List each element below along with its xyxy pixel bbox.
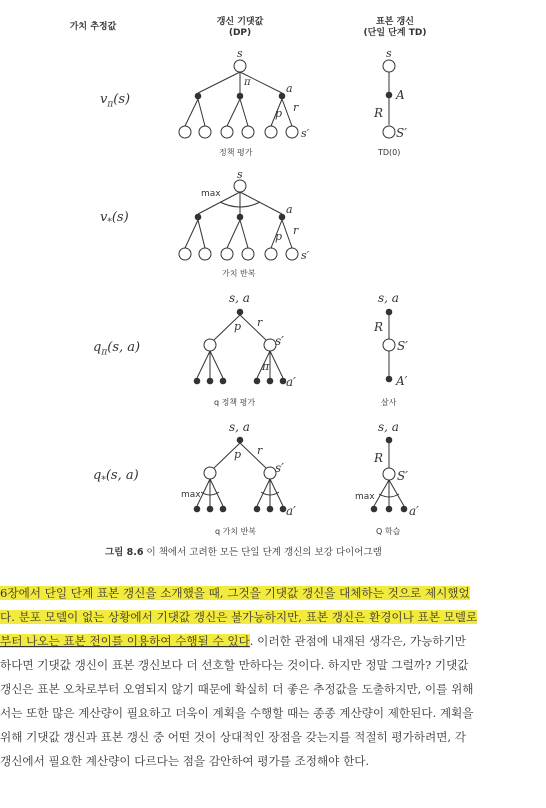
highlighted-text: 부터 나오는 표본 전이를 이용하여 수행될 수 있다 <box>0 634 250 648</box>
label-r-qpe: r <box>257 316 263 329</box>
paragraph-line <box>0 677 546 701</box>
label-pi-qpe: π <box>262 360 270 373</box>
row-label-q-star: $q_*(s$, a) <box>93 468 139 486</box>
diagram-sarsa <box>383 309 395 382</box>
paragraph-text: 하다면 기댓값 갱신이 표본 갱신보다 더 선호할 만하다는 것이다. 하지만 정말 그럴까? 기댓값 <box>0 658 469 672</box>
label-S-prime-ql: S′ <box>397 469 408 483</box>
label-p-vi: p <box>275 230 283 243</box>
diagram-policy-evaluation <box>179 60 298 138</box>
label-pi: π <box>244 77 251 88</box>
header-expected-update-line2: (DP) <box>228 28 252 38</box>
figure-caption <box>105 544 382 558</box>
caption-sarsa: 살사 <box>381 398 397 407</box>
paragraph-text: 갱신은 표본 오차로부터 오염되지 않기 때문에 확실히 더 좋은 추정값을 도출하지만, 이를 위해 <box>0 682 474 696</box>
label-r: r <box>293 101 299 114</box>
paragraph-text: . 이러한 관점에 내재된 생각은, 가능하기만 <box>249 634 466 648</box>
diagram-td0 <box>383 60 395 138</box>
label-R-sarsa: R <box>374 320 384 334</box>
label-s-vi: s <box>237 168 243 181</box>
header-sample-update-line2: (단일 단계 TD) <box>363 28 427 38</box>
caption-td0: TD(0) <box>378 148 401 157</box>
label-sa-qvi: s, a <box>229 420 250 434</box>
figure-number: 그림 8.6 <box>105 547 144 558</box>
label-sa-sarsa: s, a <box>378 291 399 305</box>
body-paragraph <box>0 581 546 773</box>
label-s: s <box>237 47 243 60</box>
caption-policy-evaluation: 정책 평가 <box>219 148 253 157</box>
row-label-q-pi: $q_\pi(s$, a) <box>93 340 141 358</box>
label-a-prime-ql: a′ <box>409 504 419 518</box>
header-value-estimate: 가치 추정값 <box>69 22 117 32</box>
paragraph-line <box>0 701 546 725</box>
label-p: p <box>275 107 283 120</box>
caption-value-iteration: 가치 반복 <box>222 269 256 278</box>
paragraph-text: 서는 또한 많은 계산량이 필요하고 더욱이 계획을 수행할 때는 종종 계산량이 제한된다. 계획을 <box>0 706 474 720</box>
label-max-qvi: max <box>181 490 201 500</box>
label-r-qvi: r <box>257 444 263 457</box>
paragraph-text: 갱신에서 필요한 계산량이 다르다는 점을 감안하여 평가를 조정해야 한다. <box>0 754 370 768</box>
paragraph-line <box>0 629 546 653</box>
label-A-td0: A <box>396 88 405 102</box>
caption-q-value-iteration: q 가치 반복 <box>215 527 257 536</box>
label-a-vi: a <box>286 203 293 216</box>
header-expected-update-line1: 갱신 기댓값 <box>216 17 264 27</box>
row-label-v-pi: $v_\pi(s)$ <box>100 92 131 110</box>
label-s-prime-qvi: s′ <box>275 461 284 475</box>
label-p-qpe: p <box>234 320 242 333</box>
label-R-ql: R <box>374 451 384 465</box>
label-S-prime-td0: S′ <box>396 126 407 140</box>
label-R-td0: R <box>374 106 384 120</box>
label-max-ql: max <box>355 492 375 502</box>
paragraph-text: 위해 기댓값 갱신과 표본 갱신 중 어떤 것이 상대적인 장점을 갖는지를 적절히 평가하려면, 각 <box>0 730 466 744</box>
paragraph-line <box>0 605 546 629</box>
label-s-td0: s <box>386 47 392 60</box>
label-r-vi: r <box>293 224 299 237</box>
caption-q-policy-evaluation: q 정책 평가 <box>214 398 256 407</box>
label-sa-ql: s, a <box>378 420 399 434</box>
label-a: a <box>286 82 293 95</box>
label-A-prime-sarsa: A′ <box>396 374 408 388</box>
paragraph-line <box>0 653 546 677</box>
paragraph-line <box>0 581 546 605</box>
label-a-prime-qpe: a′ <box>286 375 296 389</box>
highlighted-text: 다. 분포 모델이 없는 상황에서 기댓값 갱신은 불가능하지만, 표본 갱신은 환경이나 표본 모델로 <box>0 610 478 624</box>
paragraph-line <box>0 749 546 773</box>
paragraph-line <box>0 725 546 749</box>
label-p-qvi: p <box>234 448 242 461</box>
highlighted-text: 6장에서 단일 단계 표본 갱신을 소개했을 때, 그것을 기댓값 갱신을 대체하는 것으로 제시했었 <box>0 586 470 600</box>
caption-q-learning: Q 학습 <box>376 527 401 536</box>
label-s-prime-qpe: s′ <box>275 334 284 348</box>
label-S-prime-sarsa: S′ <box>397 339 408 353</box>
diagram-value-iteration <box>179 180 298 260</box>
label-s-prime: s′ <box>301 127 310 140</box>
figure-caption-text: 이 책에서 고려한 모든 단일 단계 갱신의 보강 다이어그램 <box>143 547 382 558</box>
label-s-prime-vi: s′ <box>301 249 310 262</box>
label-max-vi: max <box>201 189 221 199</box>
header-sample-update-line1: 표본 갱신 <box>376 17 414 27</box>
label-a-prime-qvi: a′ <box>286 504 296 518</box>
label-sa-qpe: s, a <box>229 291 250 305</box>
row-label-v-star: $v_*(s)$ <box>100 210 129 228</box>
